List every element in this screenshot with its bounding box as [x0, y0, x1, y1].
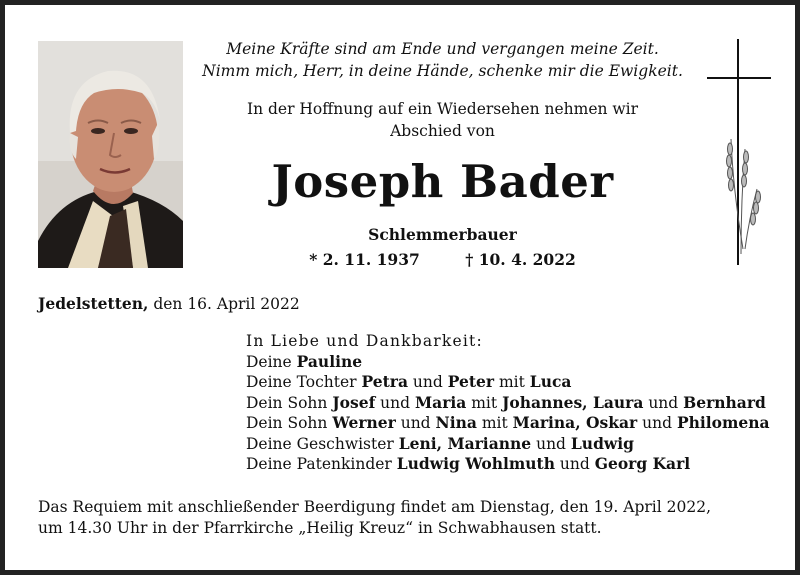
date: den 16. April 2022 — [148, 295, 300, 313]
family-relation-text: und — [375, 393, 415, 412]
death-date: † 10. 4. 2022 — [465, 250, 576, 269]
family-list — [246, 331, 770, 475]
family-heading: In Liebe und Dankbarkeit: — [246, 332, 483, 350]
family-relation-text: mit — [476, 414, 513, 432]
family-relation-text: mit — [494, 373, 530, 391]
family-relation-text: und — [637, 414, 677, 432]
deceased-occupation: Schlemmerbauer — [368, 225, 517, 244]
family-member-name: Petra — [361, 372, 408, 391]
family-line — [246, 454, 770, 475]
family-relation-text: Dein Sohn — [246, 393, 333, 412]
family-line — [246, 434, 770, 455]
family-member-name: Peter — [447, 372, 495, 391]
intro-line-2: Abschied von — [390, 122, 495, 140]
family-relation-text: und — [395, 414, 436, 432]
family-lines — [246, 352, 770, 475]
family-member-name: Luca — [529, 372, 572, 391]
family-member-name: Josef — [332, 392, 376, 412]
family-member-name: Georg Karl — [594, 454, 691, 473]
place-and-date — [38, 294, 300, 313]
family-relation-text: und — [531, 434, 571, 453]
family-member-name: Johannes, Laura — [502, 392, 644, 412]
family-member-name: Marina, Oskar — [512, 413, 638, 432]
family-member-name: Maria — [415, 392, 467, 412]
family-relation-text: und — [643, 393, 684, 412]
place: Jedelstetten, — [38, 294, 149, 313]
family-relation-text: und — [554, 455, 595, 473]
cross-with-wheat-icon — [705, 39, 773, 273]
birth-date: * 2. 11. 1937 — [309, 250, 420, 269]
family-relation-text: Deine — [246, 352, 297, 371]
funeral-details — [38, 497, 778, 539]
family-line — [246, 413, 770, 434]
family-relation-text: Deine Tochter — [246, 373, 362, 391]
family-relation-text: Deine Geschwister — [246, 434, 399, 453]
family-relation-text: mit — [466, 393, 503, 412]
funeral-details-line-1: Das Requiem mit anschließender Beerdigung findet am Dienstag, den 19. April 2022, — [38, 498, 711, 516]
family-member-name: Werner — [332, 413, 396, 432]
family-line — [246, 352, 770, 373]
family-relation-text: Dein Sohn — [246, 414, 333, 432]
quote — [200, 38, 685, 82]
family-relation-text: Deine Patenkinder — [246, 455, 397, 473]
deceased-name: Joseph Bader — [271, 155, 614, 208]
family-relation-text: und — [408, 373, 448, 391]
life-dates — [200, 250, 685, 269]
family-line — [246, 393, 770, 414]
family-member-name: Philomena — [676, 413, 770, 432]
quote-line-1: Meine Kräfte sind am Ende und vergangen meine Zeit. — [226, 40, 659, 58]
intro-line-1: In der Hoffnung auf ein Wiedersehen nehmen wir — [246, 100, 639, 118]
family-member-name: Ludwig Wohlmuth — [396, 454, 555, 473]
family-member-name: Bernhard — [683, 392, 766, 412]
family-member-name: Pauline — [296, 351, 363, 371]
funeral-details-line-2: um 14.30 Uhr in der Pfarrkirche „Heilig Kreuz“ in Schwabhausen statt. — [38, 519, 602, 537]
portrait-photo — [38, 41, 183, 268]
family-member-name: Nina — [435, 413, 477, 432]
family-line — [246, 372, 770, 393]
intro-text — [200, 98, 685, 142]
quote-line-2: Nimm mich, Herr, in deine Hände, schenke mir die Ewigkeit. — [202, 62, 683, 80]
family-member-name: Leni, Marianne — [398, 433, 532, 453]
family-member-name: Ludwig — [570, 433, 634, 453]
